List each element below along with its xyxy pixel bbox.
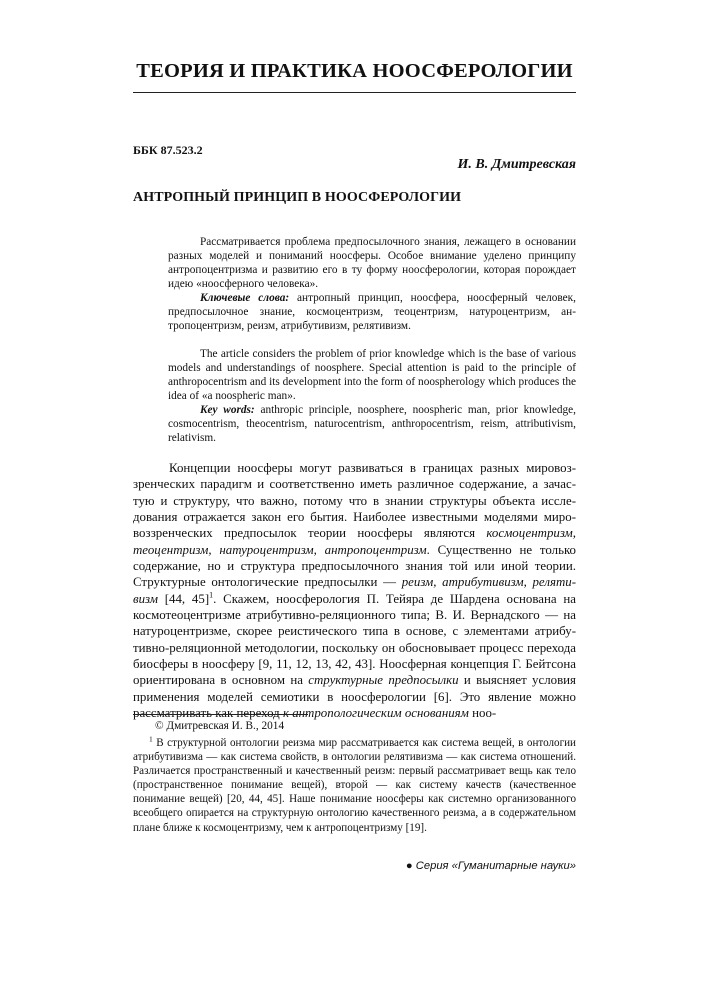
keywords-en-list: anthropic principle, noosphere, noospheric man, prior knowledge, cosmocentrism, theocentrism, naturocentrism, anthropocentrism, reism, attributivism, relativism. (168, 404, 576, 444)
footnote-marker[interactable]: 1 (209, 590, 214, 600)
abstract-russian (168, 235, 576, 333)
body-italic-run: структурные предпосылки (308, 673, 459, 688)
footnote (133, 736, 576, 835)
body-text-run: Концепции ноосферы могут развиваться в границах разных мировоззренческих парадигм и соответственно иметь различное содержание, а зачастую и структуру, что важно, потому что в знании структуры объекта исследования отражается закон его бытия. Наиболее известными моделями мировоззренческих предпосылок теории ноосферы являются (133, 461, 576, 541)
article-title: АНТРОПНЫЙ ПРИНЦИП В НООСФЕРОЛОГИИ (133, 190, 462, 205)
keywords-en-label: Key words: (200, 404, 255, 416)
bbk-code: ББК 87.523.2 (133, 143, 203, 157)
article-body (133, 460, 576, 722)
footnote-number: 1 (149, 734, 153, 744)
body-text-run: . Скажем, ноосферология П. Тейяра де Шардена основана на космотеоцентризме атрибутивно-реляционного типа; В. И. Вернадского — на натуроцентризме, скорее реистического типа в основе, с элементами атрибутивно-реляционной методологии, поскольку он обосновывает процесс перехода биосферы в ноосферу [9, 11, 12, 13, 42, 43]. Ноосферная концепция Г. Бейтсона ориентирована в основном на (133, 591, 576, 688)
abstract-english (168, 347, 576, 445)
footnote-rule (133, 714, 308, 715)
keywords-en (168, 403, 576, 445)
abstract-ru-text: Рассматривается проблема предпосылочного знания, лежащего в основании разных моделей и пониманий ноосферы. Особое внимание уделено принципу антропоцентризма и развитию его в ту форму ноосферологии, которая порождает идею «ноосферного человека». (168, 236, 576, 290)
keywords-ru-label: Ключевые слова: (200, 292, 290, 304)
abstract-en-text: The article considers the problem of prior knowledge which is the base of various models and understandings of noosphere. Special attention is paid to the principle of anthropocentrism and its development into the form of noospherology which produces the idea of «a noospheric man». (168, 348, 576, 402)
running-header: ТЕОРИЯ И ПРАКТИКА НООСФЕРОЛОГИИ (136, 60, 573, 82)
author-name: И. В. Дмитревская (457, 157, 576, 172)
body-citation: [44, 45] (157, 591, 210, 606)
body-italic-run: космоцентризм, теоцентризм, натуроцентризм, антропоцентризм (133, 526, 576, 557)
body-italic-run: к антропологическим основаниям (282, 706, 469, 721)
footnote-body: В структурной онтологии реизма мир рассматривается как система вещей, в онтологии атрибутивизма — как система свойств, в онтологии релятивизма — как система отношений. Различается пространственный и качественный реизм: первый рассматривает вещь как тело (пространственное понимание вещей), второй — как систему качеств (качественное понимание вещей) [20, 44, 45]. Наше понимание ноосферы как системно организованного всеобщего опирается на структурную онтологию качественного реизма, а в содержательном плане ближе к космоцентризму, чем к антропоцентризму [19]. (133, 737, 576, 834)
copyright-notice: © Дмитревская И. В., 2014 (155, 720, 285, 732)
series-label (406, 860, 576, 872)
footnote-text (133, 736, 576, 835)
body-italic-run: реизм, атрибутивизм, релятивизм (133, 575, 576, 606)
keywords-ru (168, 291, 576, 333)
header-rule (133, 92, 576, 93)
keywords-ru-list: антропный принцип, ноосфера, ноосферный человек, предпосылочное знание, космоцентризм, теоцентризм, натуроцентризм, антропоцентризм, реизм, атрибутивизм, релятивизм. (168, 292, 576, 332)
body-text-run: ноо- (468, 706, 497, 721)
body-text-run: и выясняет условия применения моделей семиотики в ноосферологии [6]. Это явление можно рассматривать как переход (133, 673, 576, 721)
bullet-icon: ● (405, 860, 413, 872)
series-name: Серия «Гуманитарные науки» (415, 860, 576, 872)
body-text-run: . Существенно не только содержание, но и структура предпосылочного знания той или иной теории. Структурные онтологические предпосылки — (133, 542, 577, 590)
body-paragraph (133, 460, 576, 722)
